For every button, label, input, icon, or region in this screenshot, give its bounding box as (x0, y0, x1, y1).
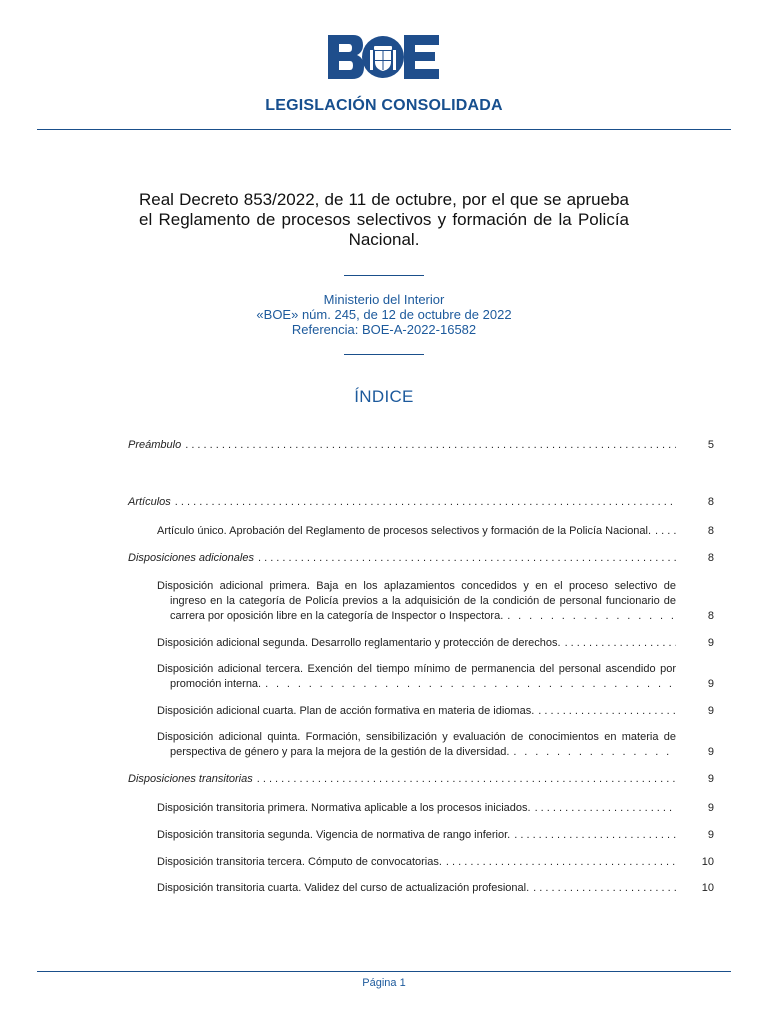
boe-logo-graphic (327, 34, 440, 80)
toc-entry-label-line: perspectiva de género y para la mejora de la gestión de la diversidad. (170, 746, 510, 758)
toc-page-number: 9 (707, 802, 714, 814)
toc-entry-articulo-unico[interactable] (157, 524, 714, 539)
toc-entry-label-line: promoción interna. (170, 678, 262, 690)
toc-page-number: 10 (701, 882, 714, 894)
index-heading: ÍNDICE (354, 387, 414, 406)
toc-entry-articulos[interactable] (128, 495, 714, 510)
toc-entry-adicional-primera[interactable] (157, 579, 714, 624)
toc-entry-label-line: Disposición adicional primera. Baja en los aplazamientos concedidos y en el proceso selectivo de (157, 580, 676, 592)
document-title: Real Decreto 853/2022, de 11 de octubre, por el que se aprueba el Reglamento de procesos selectivos y formación de la Policía Nacional. (139, 190, 629, 249)
title-divider-top (344, 275, 424, 276)
footer-divider (37, 971, 731, 972)
toc-page-number: 5 (707, 439, 714, 451)
toc-entry-label: Disposiciones transitorias (128, 773, 253, 785)
toc-entry-transitoria-tercera[interactable] (157, 855, 714, 870)
toc-entry-label-line: Disposición adicional tercera. Exención del tiempo mínimo de permanencia del personal ascendido por (157, 663, 676, 675)
toc-page-number: 8 (707, 496, 714, 508)
toc-entry-label: Disposición adicional segunda. Desarrollo reglamentario y protección de derechos. (157, 637, 561, 649)
page-number: Página 1 (362, 977, 406, 989)
toc-entry-transitoria-cuarta[interactable] (157, 881, 714, 896)
toc-page-number: 8 (707, 525, 714, 537)
toc-entry-label: Disposición transitoria cuarta. Validez del curso de actualización profesional. (157, 882, 530, 894)
toc-entry-label-line: ingreso en la categoría de Policía previos a la adquisición de la condición de personal funcionario de (170, 595, 676, 607)
ministry-name: Ministerio del Interior (323, 292, 445, 307)
toc-entry-label: Artículo único. Aprobación del Reglamento de procesos selectivos y formación de la Policía Nacional. (157, 525, 652, 537)
toc-entry-label: Disposiciones adicionales (128, 552, 254, 564)
toc-entry-label: Disposición transitoria tercera. Cómputo de convocatorias. (157, 856, 442, 868)
header-divider (37, 129, 731, 130)
toc-entry-adicional-segunda[interactable] (157, 636, 714, 651)
toc-page-number: 9 (707, 637, 714, 649)
toc-entry-label: Disposición transitoria segunda. Vigencia de normativa de rango inferior. (157, 829, 511, 841)
toc-entry-label: Artículos (128, 496, 171, 508)
boe-reference: Referencia: BOE-A-2022-16582 (291, 322, 477, 337)
toc-entry-label: Disposición transitoria primera. Normativa aplicable a los procesos iniciados. (157, 802, 531, 814)
toc-page-number: 8 (707, 610, 714, 622)
section-title: LEGISLACIÓN CONSOLIDADA (265, 97, 503, 114)
toc-entry-label-line: Disposición adicional quinta. Formación, sensibilización y evaluación de conocimientos en materia de (157, 731, 676, 743)
toc-entry-adicional-cuarta[interactable] (157, 704, 714, 719)
toc-entry-label: Disposición adicional cuarta. Plan de acción formativa en materia de idiomas. (157, 705, 535, 717)
title-divider-bottom (344, 354, 424, 355)
toc-entry-transitoria-segunda[interactable] (157, 828, 714, 843)
toc-page-number: 10 (701, 856, 714, 868)
toc-entry-adicional-tercera[interactable] (157, 662, 714, 692)
boe-logo (327, 34, 440, 80)
toc-page-number: 9 (707, 746, 714, 758)
toc-page-number: 9 (707, 829, 714, 841)
boe-issue: «BOE» núm. 245, de 12 de octubre de 2022 (256, 307, 512, 322)
toc-entry-transitoria-primera[interactable] (157, 801, 714, 816)
document-metadata (0, 292, 768, 337)
toc-page-number: 9 (707, 773, 714, 785)
toc-entry-label: Preámbulo (128, 439, 182, 451)
toc-entry-adicional-quinta[interactable] (157, 730, 714, 760)
toc-entry-preambulo[interactable] (128, 438, 714, 453)
toc-entry-label-line: carrera por oposición libre en la categoría de Inspector o Inspectora. (170, 610, 504, 622)
toc-entry-disposiciones-transitorias[interactable] (128, 772, 714, 787)
toc-entry-disposiciones-adicionales[interactable] (128, 551, 714, 566)
toc-page-number: 9 (707, 678, 714, 690)
toc-page-number: 8 (707, 552, 714, 564)
toc-page-number: 9 (707, 705, 714, 717)
